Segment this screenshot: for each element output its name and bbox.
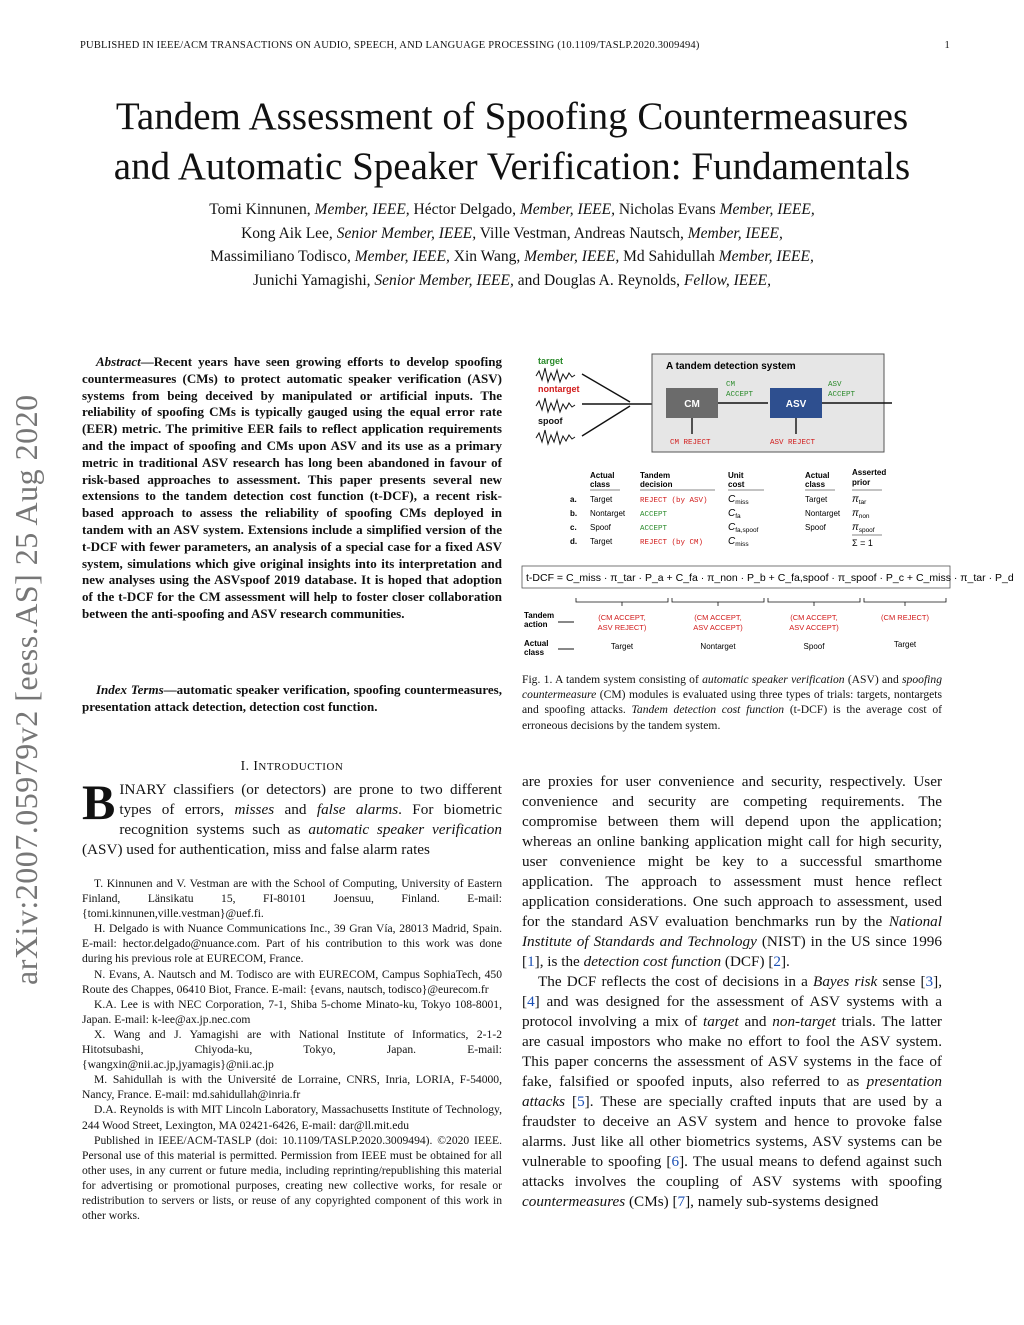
action-label: ASV ACCEPT) [789, 623, 839, 632]
caption-label: Fig. 1. [522, 673, 553, 686]
row-letter: b. [570, 509, 578, 518]
author-line-1 [90, 198, 934, 222]
action-class: Spoof [803, 642, 825, 651]
intro-text: INARY classifiers (or detectors) are prone to two different types of errors, [119, 781, 502, 818]
author-role: Member, IEEE, [524, 248, 620, 265]
table-row [570, 508, 870, 520]
brace [576, 598, 668, 606]
citation-link[interactable]: 6 [671, 1153, 680, 1170]
abstract [82, 354, 502, 623]
citation-link[interactable]: 7 [677, 1193, 686, 1210]
row-prior: $\pi_{spoof}$ [852, 522, 875, 534]
table-row [570, 535, 882, 548]
action-class: Nontarget [700, 642, 736, 651]
waveform-icon [536, 398, 575, 412]
footnote: H. Delgado is with Nuance Communications Inc., 39 Gran Vía, 28013 Madrid, Spain. E-mail: hector.delgado@nuance.com. Part of his contribution to this work was done during his previous role at EURECOM, France. [82, 922, 502, 966]
caption-text: A tandem system consisting of [552, 673, 703, 686]
author-line-2 [90, 222, 934, 246]
col-header: Asserted [852, 468, 887, 477]
row-cost: $C_{miss}$ [728, 536, 749, 548]
footnote: K.A. Lee is with NEC Corporation, 7-1, Shiba 5-chome Minato-ku, Tokyo 108-8001, Japan. E-mail: k-lee@ax.jp.nec.com [82, 997, 502, 1026]
col-header: cost [728, 480, 745, 489]
paper-title [60, 92, 964, 192]
author-role: Member, IEEE, [354, 248, 450, 265]
footnote: M. Sahidullah is with the Université de Lorraine, CNRS, Inria, LORIA, F-54000, Nancy, France. E-mail: md.sahidullah@inria.fr [82, 1073, 502, 1102]
cm-accept-label: ACCEPT [726, 391, 754, 399]
running-header [80, 40, 950, 51]
action-label: (CM ACCEPT, [790, 613, 838, 622]
abstract-lead: Abstract [96, 354, 141, 369]
section-title-initial: I [253, 758, 259, 773]
brace [768, 598, 860, 606]
caption-text: (ASV) and [844, 673, 903, 686]
col-header: prior [852, 478, 871, 487]
footnote: D.A. Reynolds is with MIT Lincoln Laboratory, Massachusetts Institute of Technology, 244 Wood Street, Lexington, MA 02421-6426, E-mail: dar@ll.mit.edu [82, 1103, 502, 1132]
action-label: (CM ACCEPT, [598, 613, 646, 622]
row-decision: ACCEPT [640, 525, 668, 533]
row-class2: Target [805, 495, 828, 504]
input-arrow [582, 406, 630, 436]
citation-link[interactable]: 2 [773, 953, 781, 970]
page-number: 1 [944, 40, 950, 51]
caption-emph: Tandem detection cost function [631, 703, 785, 717]
row-cost: $C_{fa,spoof}$ [728, 522, 759, 534]
author-name: and Douglas A. Reynolds, [517, 271, 681, 289]
cm-label: CM [684, 399, 700, 410]
index-terms [82, 682, 502, 716]
brace [864, 598, 946, 606]
tandem-action-label: Tandem [524, 611, 555, 620]
tandem-action-label: action [524, 620, 548, 629]
caption-emph: automatic speaker verification [702, 673, 845, 686]
running-header-text: PUBLISHED IN IEEE/ACM TRANSACTIONS ON AUDIO, SPEECH, AND LANGUAGE PROCESSING (10.1109/TASLP.2020.3009494) [80, 40, 700, 51]
author-name: Nicholas Evans [618, 201, 716, 218]
input-label-spoof: spoof [538, 416, 563, 426]
row-cost: $C_{fa}$ [728, 508, 741, 520]
author-name: Junichi Yamagishi, [252, 271, 371, 289]
figure-1 [520, 352, 1014, 662]
asv-reject-label: ASV REJECT [770, 439, 816, 447]
intro-emph: false alarms [316, 801, 399, 818]
author-role: Member, IEEE, [519, 201, 615, 218]
citation-link[interactable]: 3 [925, 973, 934, 990]
asv-accept-label: ACCEPT [828, 391, 856, 399]
citation-link[interactable]: 4 [527, 993, 535, 1010]
arxiv-stamp: arXiv:2007.05979v2 [eess.AS] 25 Aug 2020 [8, 394, 44, 985]
title-line-1: Tandem Assessment of Spoofing Countermeasures [115, 95, 909, 138]
author-line-3 [90, 245, 934, 269]
intro-text: . For biometric recognition systems such as [119, 801, 502, 838]
figure-caption [522, 672, 942, 733]
col-header: Actual [805, 471, 830, 480]
tandem-system-diagram [520, 352, 1014, 662]
waveform-icon [536, 368, 575, 382]
action-classes [611, 640, 917, 651]
brace [672, 598, 764, 606]
row-letter: d. [570, 537, 578, 546]
action-class: Target [893, 640, 917, 649]
author-role: Senior Member, IEEE, [336, 224, 477, 242]
author-name: Tomi Kinnunen, [209, 201, 311, 218]
author-name: Md Sahidullah [623, 248, 715, 265]
action-class: Target [610, 642, 634, 651]
caption-text: (CM) modules is evaluated using three types of trials: targets, nontargets and spoofing attacks. [522, 688, 942, 717]
col-header: decision [640, 480, 673, 489]
action-label: ASV REJECT) [597, 623, 647, 632]
actual-class-label: Actual [524, 639, 549, 648]
row-class2: Nontarget [805, 509, 841, 518]
col-header: Actual [590, 471, 615, 480]
prior-sum: Σ = 1 [852, 538, 873, 548]
system-title: A tandem detection system [666, 361, 796, 372]
footnote: X. Wang and J. Yamagishi are with National Institute of Informatics, 2-1-2 Hitotsubashi, Chiyoda-ku, Tokyo, Japan. E-mail: {wangxin@nii.ac.jp,jyamagis}@nii.ac.jp [82, 1027, 502, 1072]
footnote: N. Evans, A. Nautsch and M. Todisco are with EURECOM, Campus SophiaTech, 450 Route des Chappes, 06410 Biot, France. E-mail: {evans, nautsch, todisco}@eurecom.fr [82, 967, 502, 996]
intro-emph: misses [234, 801, 275, 818]
title-line-2: and Automatic Speaker Verification: Fundamentals [113, 145, 911, 188]
paragraph: are proxies for user convenience and security, respectively. User convenience and security are competing requirements. The compromise between them will depend upon the application; whereas an online banking application might call for high security, user convenience might be key to a successful smarthome application. The approach to assessment must hence reflect application considerations. One such approach to assessment, used for the standard ASV evaluation benchmarks run by the National Institute of Standards and Technology (NIST) in the US since 1996 [1], is the detection cost function (DCF) [2]. [522, 773, 942, 970]
section-title-rest: NTRODUCTION [258, 761, 344, 773]
row-class: Target [590, 495, 613, 504]
asv-label: ASV [785, 399, 807, 410]
asv-accept-label: ASV [828, 381, 842, 389]
right-column-text [522, 772, 942, 1212]
waveform-icon [536, 430, 575, 444]
citation-link[interactable]: 1 [527, 953, 535, 970]
citation-link[interactable]: 5 [577, 1093, 585, 1110]
col-header: Tandem [640, 471, 671, 480]
row-class: Spoof [590, 523, 611, 532]
action-label: (CM REJECT) [881, 613, 929, 622]
row-class: Target [590, 537, 613, 546]
author-list [90, 198, 934, 292]
footnote: Published in IEEE/ACM-TASLP (doi: 10.1109/TASLP.2020.3009494). ©2020 IEEE. Personal use of this material is permitted. Permission from IEEE must be obtained for all other uses, in any current or future media, including reprinting/republishing this material for advertising or promotional purposes, creating new collective works, for resale or redistribution to servers or lists, or reuse of any copyrighted component of this work in other works. [82, 1133, 502, 1223]
intro-text: and [274, 801, 317, 818]
index-terms-lead: Index Terms [96, 682, 164, 697]
author-name: Massimiliano Todisco, [210, 248, 351, 265]
abstract-text: —Recent years have seen growing efforts to develop spoofing countermeasures (CMs) to protect automatic speaker verification (ASV) systems from being deceived by manipulated or artificial inputs. The reliability of spoofing CMs is typically gauged using the equal error rate (EER) metric. The primitive EER fails to reflect application requirements and the impact of spoofing and CMs upon ASV and its use as a primary metric in traditional ASV research has long been abandoned in favour of risk-based approaches to assessment. This paper presents several new extensions to the tandem detection cost function (t-DCF), a recent risk-based approach to assess the reliability of spoofing CMs deployed in tandem with an ASV system. Extensions include a simplified version of the t-DCF with fewer parameters, an analysis of a special case for a fixed ASV system, simulations which give original insights into its interpretation and new analyses using the ASVspoof 2019 database. It is hoped that adoption of the t-DCF for the CM assessment will help to foster closer collaboration between the anti-spoofing and ASV research communities. [82, 354, 502, 621]
row-class2: Spoof [805, 523, 826, 532]
row-cost: $C_{miss}$ [728, 494, 749, 506]
caption-emph: spoofing countermeasure [522, 673, 942, 702]
index-terms-text: —automatic speaker verification, spoofing countermeasures, presentation attack detection, detection cost function. [82, 682, 502, 714]
row-letter: a. [570, 495, 577, 504]
col-header: class [805, 480, 826, 489]
tdcf-formula: t-DCF = C_miss · π_tar · P_a + C_fa · π_non · P_b + C_fa,spoof · π_spoof · P_c + C_miss · π_tar · P_d [526, 572, 1014, 584]
author-role: Fellow, IEEE, [683, 271, 772, 289]
actual-class-label: class [524, 648, 545, 657]
section-heading [82, 758, 502, 774]
row-class: Nontarget [590, 509, 626, 518]
author-role: Member, IEEE, [719, 201, 815, 218]
author-role: Member, IEEE, [314, 201, 410, 218]
row-letter: c. [570, 523, 577, 532]
footnote: T. Kinnunen and V. Vestman are with the School of Computing, University of Eastern Finland, Länsikatu 15, FI-80101 Joensuu, Finland. E-mail: {tomi.kinnunen,ville.vestman}@uef.fi. [82, 877, 502, 921]
row-decision: ACCEPT [640, 511, 668, 519]
table-header [590, 468, 886, 489]
input-arrow [582, 374, 630, 402]
cm-reject-label: CM REJECT [670, 439, 711, 447]
col-header: Unit [728, 471, 744, 480]
section-number: I. [240, 758, 250, 773]
input-label-nontarget: nontarget [538, 384, 580, 394]
row-decision: REJECT (by ASV) [640, 497, 708, 505]
author-name: Ville Vestman, Andreas Nautsch, [479, 224, 684, 242]
row-prior: $\pi_{tar}$ [852, 494, 867, 506]
cost-table [570, 494, 882, 548]
paragraph: The DCF reflects the cost of decisions in a Bayes risk sense [3], [4] and was designed for the assessment of ASV systems with a protocol involving a mix of target and non-target trials. The latter are casual impostors who make no effort to fool the ASV system. This paper concerns the assessment of ASV systems in the face of fake, falsified or spoofed inputs, also referred to as presentation attacks [5]. These are specially crafted inputs that are used by a fraudster to deceive an ASV system and hence to provoke false alarms. Just like all other biometrics systems, ASV systems can be vulnerable to spoofing [6]. The usual means to defend against such attacks involves the coupling of ASV systems with spoofing countermeasures (CMs) [7], namely sub-systems designed [522, 973, 942, 1210]
action-label: ASV ACCEPT) [693, 623, 743, 632]
author-name: Xin Wang, [453, 248, 521, 265]
author-role: Member, IEEE, [687, 224, 783, 242]
intro-emph: automatic speaker verification [308, 821, 502, 838]
row-prior: $\pi_{non}$ [852, 508, 870, 520]
col-header: class [590, 480, 611, 489]
author-name: Kong Aik Lee, [241, 224, 333, 242]
intro-text: (ASV) used for authentication, miss and false alarm rates [82, 841, 430, 858]
input-label-target: target [538, 356, 564, 366]
table-row [570, 494, 867, 506]
author-name: Héctor Delgado, [413, 201, 516, 218]
author-footnotes [82, 876, 502, 1223]
author-role: Member, IEEE, [718, 248, 814, 265]
tandem-actions [598, 613, 930, 632]
caption-text: (t-DCF) is the average cost of erroneous decisions by the tandem system. [522, 703, 942, 732]
action-label: (CM ACCEPT, [694, 613, 742, 622]
author-line-4 [90, 269, 934, 293]
cm-accept-label: CM [726, 381, 736, 389]
table-row [570, 522, 875, 534]
author-role: Senior Member, IEEE, [374, 271, 514, 289]
row-decision: REJECT (by CM) [640, 539, 704, 547]
drop-cap: B [82, 774, 116, 830]
intro-paragraph [82, 774, 502, 860]
